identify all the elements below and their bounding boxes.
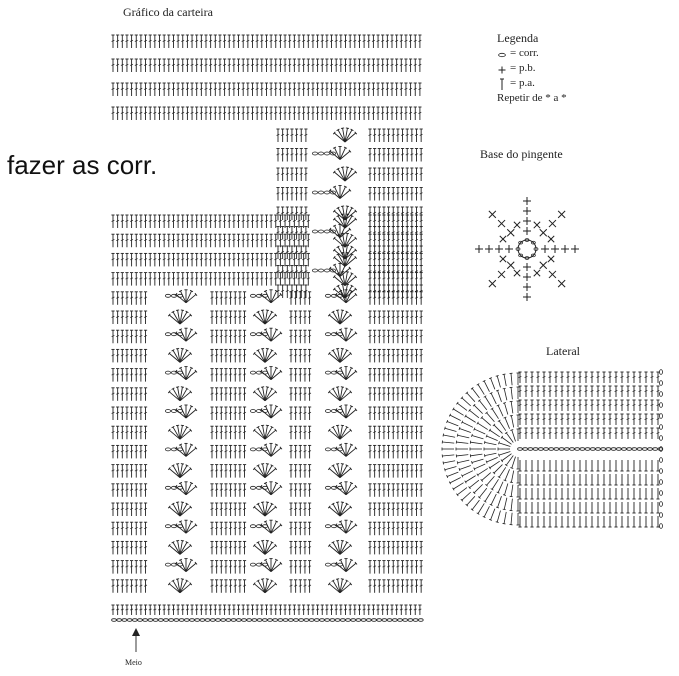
legend-repeat-note: Repetir de * a * <box>497 92 567 104</box>
pendant-base-diagram <box>475 197 579 301</box>
legend-title: Legenda <box>497 31 539 45</box>
chart-title: Gráfico da carteira <box>123 5 213 19</box>
center-arrow-icon <box>132 628 140 652</box>
center-marker-label: Meio <box>125 658 142 667</box>
lateral-diagram <box>442 370 663 529</box>
pendant-title: Base do pingente <box>480 147 563 161</box>
wallet-chart <box>111 35 423 621</box>
lateral-title: Lateral <box>546 344 580 358</box>
legend-double-crochet-label: = p.a. <box>510 77 535 89</box>
legend-chain-label: = corr. <box>510 47 539 59</box>
legend-symbols <box>499 53 506 90</box>
overlay-note: fazer as corr. <box>7 150 158 180</box>
legend-single-crochet-label: = p.b. <box>510 62 536 74</box>
